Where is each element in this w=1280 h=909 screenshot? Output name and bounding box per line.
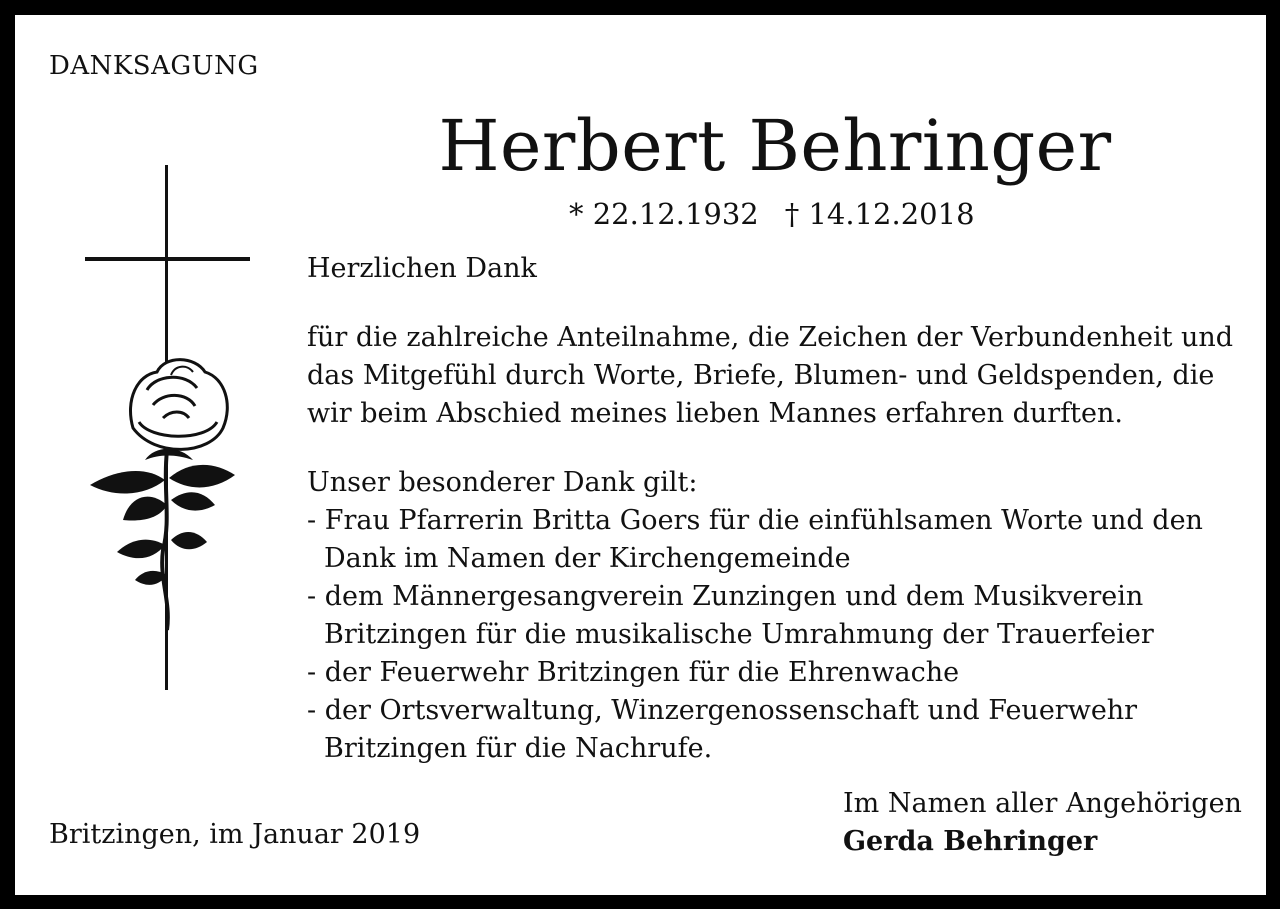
heading: DANKSAGUNG bbox=[49, 51, 259, 81]
paragraph-line: das Mitgefühl durch Worte, Briefe, Blumen- und Geldspenden, die bbox=[307, 360, 1215, 391]
thanks-item-line: Britzingen für die Nachrufe. bbox=[324, 733, 713, 764]
special-thanks bbox=[307, 464, 1233, 768]
thanks-item-line: - Frau Pfarrerin Britta Goers für die einfühlsamen Worte und den bbox=[307, 505, 1203, 536]
signature-name: Gerda Behringer bbox=[843, 826, 1098, 857]
life-dates bbox=[569, 197, 975, 231]
special-thanks-intro: Unser besonderer Dank gilt: bbox=[307, 467, 698, 498]
rose-icon bbox=[90, 360, 235, 630]
message-body bbox=[307, 250, 1233, 768]
thanks-item bbox=[307, 502, 1233, 578]
thanks-item-line: - der Ortsverwaltung, Winzergenossenschaft und Feuerwehr bbox=[307, 695, 1138, 726]
greeting: Herzlichen Dank bbox=[307, 253, 537, 284]
obituary-card bbox=[15, 15, 1266, 895]
signature-line: Im Namen aller Angehörigen bbox=[843, 788, 1242, 819]
thanks-item-line: - der Feuerwehr Britzingen für die Ehrenwache bbox=[307, 657, 960, 688]
thanks-paragraph bbox=[307, 319, 1233, 433]
deceased-name: Herbert Behringer bbox=[438, 105, 1112, 187]
place-date: Britzingen, im Januar 2019 bbox=[49, 819, 421, 850]
thanks-item bbox=[307, 654, 1233, 692]
cross-icon bbox=[75, 160, 255, 700]
death-date: † 14.12.2018 bbox=[784, 197, 975, 231]
thanks-item bbox=[307, 578, 1233, 654]
thanks-item-line: - dem Männergesangverein Zunzingen und dem Musikverein bbox=[307, 581, 1144, 612]
signature bbox=[843, 785, 1242, 861]
thanks-item bbox=[307, 692, 1233, 768]
thanks-item-line: Dank im Namen der Kirchengemeinde bbox=[324, 543, 851, 574]
paragraph-line: wir beim Abschied meines lieben Mannes erfahren durften. bbox=[307, 398, 1123, 429]
thanks-item-line: Britzingen für die musikalische Umrahmung der Trauerfeier bbox=[324, 619, 1154, 650]
paragraph-line: für die zahlreiche Anteilnahme, die Zeichen der Verbundenheit und bbox=[307, 322, 1234, 353]
birth-date: * 22.12.1932 bbox=[569, 197, 759, 231]
